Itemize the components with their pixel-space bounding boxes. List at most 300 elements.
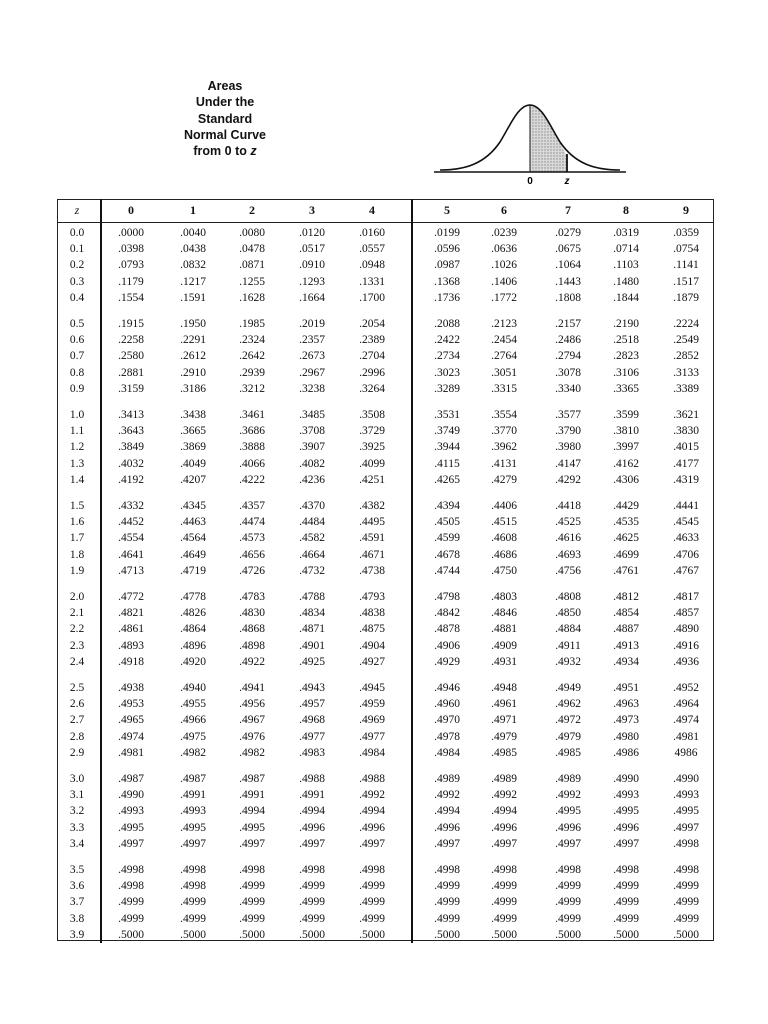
table-cell: .4985 — [555, 746, 581, 759]
table-cell: .4989 — [434, 773, 460, 785]
table-cell: .4032 — [118, 457, 144, 470]
table-cell: .4998 — [118, 880, 144, 893]
table-cell: .4738 — [359, 564, 385, 577]
table-cell: .2642 — [239, 350, 265, 363]
table-cell: .4998 — [555, 864, 581, 876]
table-cell: .5000 — [180, 928, 206, 941]
table-cell: .4965 — [118, 714, 144, 727]
table-cell: .4998 — [434, 864, 460, 876]
table-cell: .4975 — [180, 730, 206, 743]
row-z-value: 3.8 — [69, 912, 85, 925]
table-cell: .4131 — [491, 457, 517, 470]
table-cell: .4994 — [239, 805, 265, 818]
table-cell: .4982 — [180, 746, 206, 759]
table-cell: .4418 — [555, 500, 581, 512]
table-cell: .4997 — [434, 837, 460, 850]
row-z-value: 1.4 — [69, 473, 85, 486]
column-header: 6 — [501, 203, 507, 217]
table-cell: .2518 — [613, 334, 639, 347]
table-cell: .4931 — [491, 655, 517, 668]
table-cell: .4922 — [239, 655, 265, 668]
table-cell: .4999 — [434, 896, 460, 909]
table-cell: .4887 — [613, 623, 639, 636]
title-line: Areas — [207, 79, 243, 93]
table-cell: .4999 — [299, 880, 325, 893]
table-cell: .3925 — [359, 441, 385, 454]
table-cell: .3051 — [491, 366, 517, 379]
table-cell: .4991 — [299, 789, 325, 802]
table-cell: .4999 — [555, 912, 581, 925]
table-cell: .2486 — [555, 334, 581, 347]
table-cell: .4995 — [673, 805, 699, 818]
table-cell: .0160 — [359, 227, 385, 239]
table-cell: .0120 — [299, 227, 325, 239]
table-cell: .4983 — [299, 746, 325, 759]
table-cell: .1700 — [359, 291, 385, 304]
table-cell: .3944 — [434, 441, 460, 454]
row-z-value: 2.5 — [69, 682, 85, 694]
table-cell: .4406 — [491, 500, 517, 512]
table-cell: .0279 — [555, 227, 581, 239]
table-cell: .0398 — [118, 243, 144, 256]
table-cell: .3438 — [180, 409, 206, 421]
table-cell: .4999 — [180, 912, 206, 925]
table-cell: .4997 — [359, 837, 385, 850]
table-cell: .0910 — [299, 259, 325, 272]
zero-label: 0 — [527, 176, 533, 187]
table-cell: .4875 — [359, 623, 385, 636]
z-label: z — [564, 176, 570, 187]
table-cell: .5000 — [299, 928, 325, 941]
table-cell: .4929 — [434, 655, 460, 668]
table-cell: .4999 — [359, 896, 385, 909]
table-cell: .4987 — [180, 773, 206, 785]
column-header: 5 — [444, 203, 450, 217]
table-cell: .3790 — [555, 425, 581, 438]
row-z-value: 3.5 — [69, 864, 85, 876]
table-cell: .4985 — [491, 746, 517, 759]
table-cell: .4955 — [180, 698, 206, 711]
table-cell: .4993 — [673, 789, 699, 802]
table-cell: .3133 — [673, 366, 699, 379]
table-cell: .0359 — [673, 227, 699, 239]
title-line: Standard — [197, 111, 253, 126]
table-cell: .1844 — [613, 291, 639, 304]
row-z-value: 0.0 — [69, 227, 85, 239]
table-cell: .3749 — [434, 425, 460, 438]
table-cell: .3962 — [491, 441, 517, 454]
table-cell: .4633 — [673, 532, 699, 545]
table-cell: .4932 — [555, 655, 581, 668]
table-cell: .4918 — [118, 655, 144, 668]
table-cell: .4177 — [673, 457, 699, 470]
table-cell: .4998 — [180, 864, 206, 876]
table-cell: .4793 — [359, 591, 385, 603]
table-cell: .2967 — [299, 366, 325, 379]
table-cell: .4999 — [613, 896, 639, 909]
row-z-value: 1.7 — [69, 532, 85, 545]
row-z-value: 0.8 — [69, 366, 85, 379]
row-z-value: 1.5 — [69, 500, 85, 512]
table-cell: .4993 — [180, 805, 206, 818]
table-cell: .4970 — [434, 714, 460, 727]
table-cell: .4846 — [491, 607, 517, 620]
table-cell: .4726 — [239, 564, 265, 577]
table-cell: .5000 — [239, 928, 265, 941]
table-cell: .4980 — [613, 730, 639, 743]
row-z-value: 0.4 — [69, 291, 85, 304]
column-header: 1 — [190, 203, 196, 217]
table-cell: .4999 — [491, 912, 517, 925]
table-cell: .4788 — [299, 591, 325, 603]
table-cell: .4693 — [555, 548, 581, 561]
table-cell: .4842 — [434, 607, 460, 620]
table-cell: .3599 — [613, 409, 639, 421]
row-z-value: 0.3 — [69, 275, 85, 288]
table-cell: .4945 — [359, 682, 385, 694]
column-header: 3 — [309, 203, 315, 217]
table-cell: .4756 — [555, 564, 581, 577]
z-column-divider — [100, 199, 102, 943]
table-cell: .4394 — [434, 500, 460, 512]
table-cell: .4906 — [434, 639, 460, 652]
table-cell: .4998 — [673, 864, 699, 876]
table-cell: .3708 — [299, 425, 325, 438]
title-prefix: from 0 to — [193, 144, 251, 159]
table-cell: .4997 — [239, 837, 265, 850]
table-cell: .1591 — [180, 291, 206, 304]
table-cell: .4871 — [299, 623, 325, 636]
table-cell: .3078 — [555, 366, 581, 379]
table-cell: .4998 — [180, 880, 206, 893]
row-z-value: 1.8 — [69, 548, 85, 561]
table-cell: .4678 — [434, 548, 460, 561]
table-cell: .2881 — [118, 366, 144, 379]
table-cell: .3315 — [491, 382, 517, 395]
table-cell: .4834 — [299, 607, 325, 620]
table-cell: .1026 — [491, 259, 517, 272]
table-cell: .4977 — [359, 730, 385, 743]
table-cell: .4664 — [299, 548, 325, 561]
table-cell: .3238 — [299, 382, 325, 395]
table-cell: .4948 — [491, 682, 517, 694]
table-cell: .2673 — [299, 350, 325, 363]
table-cell: .4861 — [118, 623, 144, 636]
table-cell: .1664 — [299, 291, 325, 304]
table-cell: .4938 — [118, 682, 144, 694]
table-cell: .4999 — [299, 912, 325, 925]
title-line: Normal Curve — [184, 127, 266, 142]
table-cell: .1179 — [118, 275, 144, 288]
table-cell: .0478 — [239, 243, 265, 256]
table-cell: .0040 — [180, 227, 206, 239]
table-cell: .1628 — [239, 291, 265, 304]
row-z-value: 2.0 — [69, 591, 85, 603]
table-cell: .1554 — [118, 291, 144, 304]
table-cell: .4803 — [491, 591, 517, 603]
table-cell: .5000 — [673, 928, 699, 941]
table-cell: .4767 — [673, 564, 699, 577]
table-cell: .4993 — [613, 789, 639, 802]
table-cell: .0636 — [491, 243, 517, 256]
table-cell: .3980 — [555, 441, 581, 454]
table-cell: .4656 — [239, 548, 265, 561]
table-cell: .1736 — [434, 291, 460, 304]
table-cell: .4292 — [555, 473, 581, 486]
table-cell: .4971 — [491, 714, 517, 727]
table-cell: .2454 — [491, 334, 517, 347]
table-cell: .0596 — [434, 243, 460, 256]
table-cell: .4706 — [673, 548, 699, 561]
row-z-value: 0.1 — [69, 243, 85, 256]
table-cell: .4625 — [613, 532, 639, 545]
table-cell: .4909 — [491, 639, 517, 652]
table-cell: .2794 — [555, 350, 581, 363]
table-cell: .4925 — [299, 655, 325, 668]
table-cell: .4998 — [613, 864, 639, 876]
table-cell: .4857 — [673, 607, 699, 620]
table-cell: .1293 — [299, 275, 325, 288]
table-cell: .4699 — [613, 548, 639, 561]
table-cell: .4591 — [359, 532, 385, 545]
table-cell: .2549 — [673, 334, 699, 347]
table-cell: .4997 — [555, 837, 581, 850]
table-cell: .4306 — [613, 473, 639, 486]
table-cell: .4999 — [491, 880, 517, 893]
table-cell: .4943 — [299, 682, 325, 694]
table-cell: .4987 — [118, 773, 144, 785]
table-cell: .4495 — [359, 516, 385, 529]
table-cell: .4999 — [118, 896, 144, 909]
table-cell: .4999 — [180, 896, 206, 909]
table-cell: .4997 — [613, 837, 639, 850]
table-cell: .0080 — [239, 227, 265, 239]
table-cell: .4761 — [613, 564, 639, 577]
table-cell: .4608 — [491, 532, 517, 545]
table-cell: .4484 — [299, 516, 325, 529]
table-cell: .4999 — [239, 880, 265, 893]
table-cell: .3888 — [239, 441, 265, 454]
table-cell: .0987 — [434, 259, 460, 272]
row-z-value: 2.9 — [69, 746, 85, 759]
table-cell: .1950 — [180, 318, 206, 330]
row-z-value: 1.9 — [69, 564, 85, 577]
title-z: z — [250, 144, 257, 159]
table-cell: .4854 — [613, 607, 639, 620]
table-cell: .4881 — [491, 623, 517, 636]
table-cell: .4998 — [118, 864, 144, 876]
table-cell: .2823 — [613, 350, 639, 363]
table-cell: .4936 — [673, 655, 699, 668]
table-cell: .4744 — [434, 564, 460, 577]
table-cell: .4941 — [239, 682, 265, 694]
row-z-value: 1.2 — [69, 441, 85, 454]
table-cell: .4808 — [555, 591, 581, 603]
table-cell: .5000 — [555, 928, 581, 941]
row-z-value: 3.9 — [69, 928, 85, 941]
table-cell: .2157 — [555, 318, 581, 330]
table-cell: .4994 — [491, 805, 517, 818]
table-cell: .3389 — [673, 382, 699, 395]
table-cell: .4963 — [613, 698, 639, 711]
table-cell: .3621 — [673, 409, 699, 421]
table-cell: .4988 — [299, 773, 325, 785]
table-cell: .4997 — [673, 821, 699, 834]
table-cell: .4357 — [239, 500, 265, 512]
table-cell: .4961 — [491, 698, 517, 711]
table-cell: .4995 — [180, 821, 206, 834]
table-cell: .4995 — [239, 821, 265, 834]
table-cell: .4959 — [359, 698, 385, 711]
table-cell: .4812 — [613, 591, 639, 603]
table-cell: .4972 — [555, 714, 581, 727]
table-cell: .5000 — [613, 928, 639, 941]
table-cell: .4452 — [118, 516, 144, 529]
header-divider — [57, 222, 714, 223]
table-cell: .3106 — [613, 366, 639, 379]
table-cell: .4988 — [359, 773, 385, 785]
table-cell: .4977 — [299, 730, 325, 743]
table-cell: .4265 — [434, 473, 460, 486]
table-cell: .4868 — [239, 623, 265, 636]
table-cell: .1915 — [118, 318, 144, 330]
table-cell: .4896 — [180, 639, 206, 652]
table-cell: .4999 — [118, 912, 144, 925]
table-cell: .4251 — [359, 473, 385, 486]
table-cell: .5000 — [434, 928, 460, 941]
table-cell: .5000 — [118, 928, 144, 941]
table-cell: .4821 — [118, 607, 144, 620]
table-cell: .0871 — [239, 259, 265, 272]
table-cell: .1064 — [555, 259, 581, 272]
table-cell: .4599 — [434, 532, 460, 545]
table-cell: .4984 — [434, 746, 460, 759]
table-cell: .4946 — [434, 682, 460, 694]
table-cell: .4370 — [299, 500, 325, 512]
table-cell: .2190 — [613, 318, 639, 330]
table-cell: .4999 — [434, 912, 460, 925]
table-cell: .3770 — [491, 425, 517, 438]
table-cell: .4850 — [555, 607, 581, 620]
table-cell: .3849 — [118, 441, 144, 454]
table-cell: .4474 — [239, 516, 265, 529]
table-cell: .0754 — [673, 243, 699, 256]
column-header: 9 — [683, 203, 689, 217]
table-cell: .4999 — [555, 896, 581, 909]
table-cell: .4952 — [673, 682, 699, 694]
table-cell: .0199 — [434, 227, 460, 239]
table-cell: .4066 — [239, 457, 265, 470]
shaded-area — [530, 105, 567, 172]
table-cell: .3531 — [434, 409, 460, 421]
table-cell: .4998 — [299, 864, 325, 876]
table-cell: .4927 — [359, 655, 385, 668]
table-cell: .1517 — [673, 275, 699, 288]
table-cell: .4911 — [555, 639, 581, 652]
table-cell: .4505 — [434, 516, 460, 529]
table-cell: .3729 — [359, 425, 385, 438]
table-cell: .4898 — [239, 639, 265, 652]
table-cell: .3643 — [118, 425, 144, 438]
table-cell: .4998 — [491, 864, 517, 876]
table-cell: .4992 — [359, 789, 385, 802]
table-cell: .4884 — [555, 623, 581, 636]
table-cell: .4999 — [673, 896, 699, 909]
row-z-value: 3.4 — [69, 837, 85, 850]
table-cell: .2324 — [239, 334, 265, 347]
row-z-value: 2.7 — [69, 714, 85, 727]
table-cell: .4994 — [299, 805, 325, 818]
row-z-value: 3.0 — [69, 773, 85, 785]
table-cell: .4279 — [491, 473, 517, 486]
table-cell: .4999 — [299, 896, 325, 909]
table-cell: .2996 — [359, 366, 385, 379]
table-cell: .4345 — [180, 500, 206, 512]
table-cell: .4554 — [118, 532, 144, 545]
table-cell: .4999 — [613, 880, 639, 893]
table-cell: .4319 — [673, 473, 699, 486]
table-cell: .0239 — [491, 227, 517, 239]
table-cell: .4974 — [118, 730, 144, 743]
table-cell: .4817 — [673, 591, 699, 603]
row-z-value: 0.9 — [69, 382, 85, 395]
column-header: 7 — [565, 203, 571, 217]
row-z-value: 0.6 — [69, 334, 85, 347]
table-cell: .4463 — [180, 516, 206, 529]
table-cell: .4686 — [491, 548, 517, 561]
table-cell: .4830 — [239, 607, 265, 620]
table-cell: .4991 — [239, 789, 265, 802]
table-cell: .3264 — [359, 382, 385, 395]
table-cell: .0438 — [180, 243, 206, 256]
table-cell: .1255 — [239, 275, 265, 288]
table-cell: .1217 — [180, 275, 206, 288]
table-cell: .4968 — [299, 714, 325, 727]
column-header: 2 — [249, 203, 255, 217]
table-cell: .4864 — [180, 623, 206, 636]
table-cell: .4798 — [434, 591, 460, 603]
table-cell: .4992 — [491, 789, 517, 802]
row-z-value: 2.1 — [69, 607, 85, 620]
table-cell: .4192 — [118, 473, 144, 486]
table-cell: .2939 — [239, 366, 265, 379]
row-z-value: 0.2 — [69, 259, 85, 272]
table-cell: .0948 — [359, 259, 385, 272]
table-cell: .3665 — [180, 425, 206, 438]
table-cell: .4916 — [673, 639, 699, 652]
table-cell: .4999 — [239, 912, 265, 925]
table-cell: .4991 — [180, 789, 206, 802]
column-header: 8 — [623, 203, 629, 217]
table-cell: .4995 — [118, 821, 144, 834]
table-cell: .4964 — [673, 698, 699, 711]
table-cell: .4996 — [491, 821, 517, 834]
table-cell: .4982 — [239, 746, 265, 759]
row-z-value: 2.6 — [69, 698, 85, 711]
table-cell: .4969 — [359, 714, 385, 727]
table-cell: .2054 — [359, 318, 385, 330]
column-header: 0 — [128, 203, 134, 217]
table-cell: .4999 — [491, 896, 517, 909]
table-cell: .0319 — [613, 227, 639, 239]
table-cell: .4429 — [613, 500, 639, 512]
table-cell: .2258 — [118, 334, 144, 347]
table-cell: .4994 — [359, 805, 385, 818]
table-cell: .4998 — [673, 837, 699, 850]
table-cell: .5000 — [359, 928, 385, 941]
table-cell: .3159 — [118, 382, 144, 395]
table-cell: .3869 — [180, 441, 206, 454]
